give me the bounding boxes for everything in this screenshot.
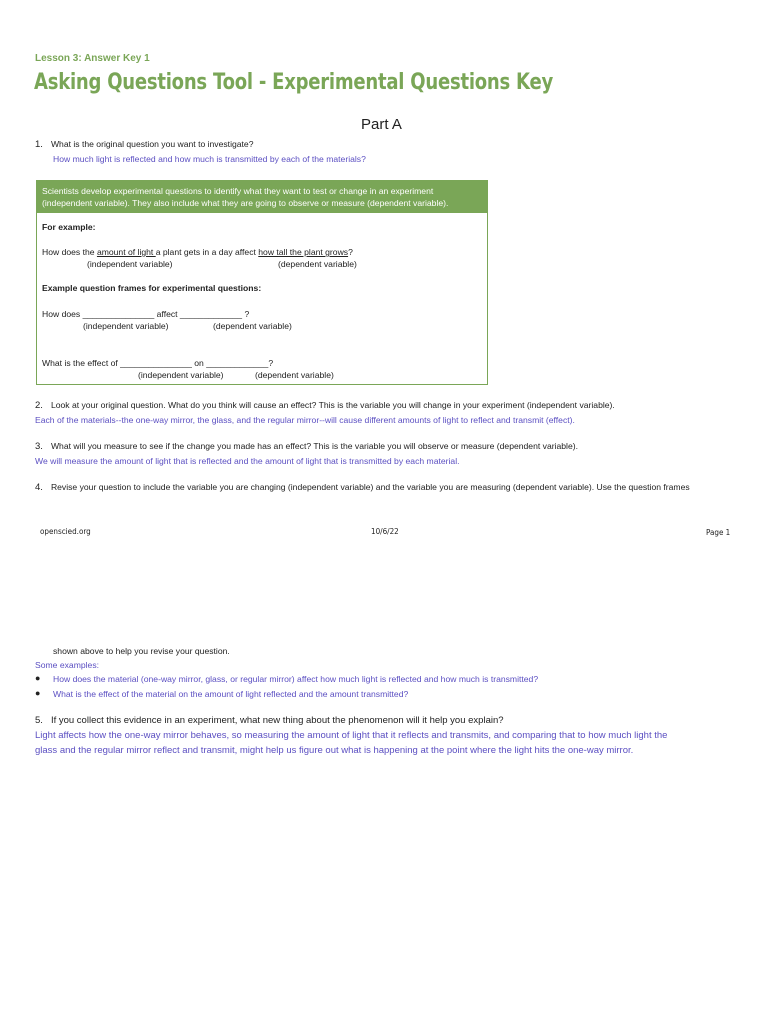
footer-site: openscied.org <box>40 527 91 536</box>
example-mid: a plant gets in a day affect <box>155 247 259 257</box>
question-1 <box>35 139 254 150</box>
question-frame-1: How does _______________ affect _____________ ? <box>42 309 250 319</box>
example-item: What is the effect of the material on the amount of light reflected and the amount transmitted? <box>53 689 409 699</box>
question-3 <box>35 441 755 452</box>
question-4-number: 4. <box>35 482 43 493</box>
question-4-text: Revise your question to include the variable you are changing (independent variable) and the variable you are measuring (dependent variable). Use the question frames <box>50 482 690 492</box>
bullet-icon: ● <box>35 673 41 683</box>
question-1-text: What is the original question you want to investigate? <box>50 139 254 149</box>
question-4 <box>35 482 760 493</box>
frame1-dv-label: (dependent variable) <box>213 321 292 331</box>
frames-heading: Example question frames for experimental questions: <box>42 283 262 293</box>
example-pre: How does the <box>42 247 97 257</box>
footer-date: 10/6/22 <box>371 527 399 536</box>
bullet-icon: ● <box>35 688 41 698</box>
experimental-questions-callout <box>36 180 488 385</box>
example-iv-label: (independent variable) <box>87 259 173 269</box>
examples-label: Some examples: <box>35 660 100 670</box>
question-2-text: Look at your original question. What do you think will cause an effect? This is the variable you will change in your experiment (independent variable). <box>50 400 615 410</box>
question-frame-2: What is the effect of _______________ on _____________? <box>42 358 274 368</box>
frame2-dv-label: (dependent variable) <box>255 370 334 380</box>
for-example-label: For example: <box>42 222 96 232</box>
page-title: Asking Questions Tool - Experimental Questions Key <box>34 70 553 95</box>
question-5-text: If you collect this evidence in an experiment, what new thing about the phenomenon will it help you explain? <box>50 715 504 726</box>
part-heading: Part A <box>361 116 402 133</box>
question-2-number: 2. <box>35 400 43 411</box>
footer-page: Page 1 <box>706 528 731 537</box>
question-4-continuation: shown above to help you revise your question. <box>53 646 230 656</box>
answer-1: How much light is reflected and how much is transmitted by each of the materials? <box>53 154 366 164</box>
question-3-text: What will you measure to see if the change you made has an effect? This is the variable you will observe or measure (dependent variable). <box>50 441 578 451</box>
answer-3: We will measure the amount of light that is reflected and the amount of light that is transmitted by each material. <box>35 456 460 466</box>
question-5 <box>35 715 755 726</box>
lesson-label: Lesson 3: Answer Key 1 <box>35 53 150 64</box>
answer-2: Each of the materials--the one-way mirror, the glass, and the regular mirror--will cause different amounts of light to reflect and transmit (effect). <box>35 415 575 425</box>
example-item: How does the material (one-way mirror, glass, or regular mirror) affect how much light is reflected and how much is transmitted? <box>53 674 539 684</box>
answer-5-line-2: glass and the regular mirror reflect and transmit, might help us figure out what is happening at the point where the light hits the one-way mirror. <box>35 745 634 756</box>
question-3-number: 3. <box>35 441 43 452</box>
frame1-iv-label: (independent variable) <box>83 321 169 331</box>
example-dependent: how tall the plant grows <box>258 247 349 257</box>
callout-header: Scientists develop experimental questions to identify what they want to test or change in an experiment (independent variable). They also include what they are going to observe or measure (dependent variable). <box>37 181 487 213</box>
example-independent: amount of light <box>96 247 156 257</box>
question-5-number: 5. <box>35 715 43 726</box>
example-dv-label: (dependent variable) <box>278 259 357 269</box>
example-end: ? <box>348 247 353 257</box>
question-1-number: 1. <box>35 139 43 150</box>
question-2 <box>35 400 755 411</box>
example-question <box>42 247 353 257</box>
frame2-iv-label: (independent variable) <box>138 370 224 380</box>
answer-5-line-1: Light affects how the one-way mirror behaves, so measuring the amount of light that it reflects and transmits, and comparing that to how much light the <box>35 730 668 741</box>
